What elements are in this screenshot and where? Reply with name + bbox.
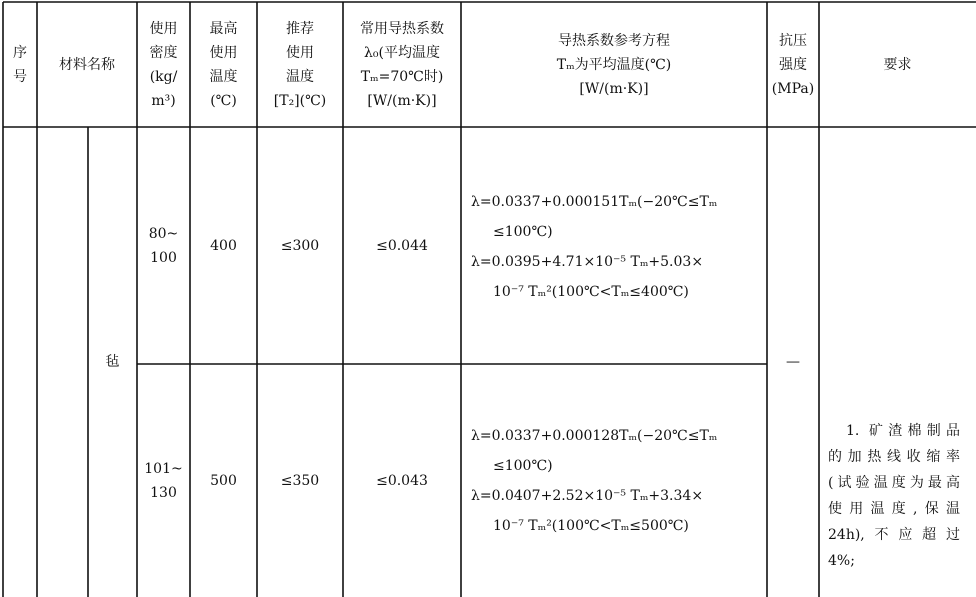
row2-density: 101~ 130: [144, 460, 183, 501]
header-index: 序 号: [13, 44, 27, 85]
header-equation: 导热系数参考方程 Tₘ为平均温度(℃) [W/(m·K)]: [556, 32, 672, 97]
header-density: 使用 密度 (kg/ m³): [149, 20, 178, 109]
row1-equation: λ=0.0337+0.000151Tₘ(−20℃≤Tₘ ≤100℃) λ=0.0395+4.71×10⁻⁵ Tₘ+5.03× 10⁻⁷ Tₘ²(100℃<Tₘ≤400℃): [471, 194, 718, 300]
header-max-temp: 最高 使用 温度 (℃): [209, 20, 238, 109]
row1-conductivity: ≤0.044: [376, 237, 428, 254]
header-compressive-strength: 抗压 强度 (MPa): [771, 32, 815, 97]
header-requirements: 要求: [883, 56, 912, 73]
compressive-strength-value: —: [786, 354, 800, 370]
row2-recommended-temp: ≤350: [280, 472, 320, 489]
requirements-text: 1. 矿渣棉制品 的加热线收缩率 (试验温度为最高 使用温度,保温 24h),不应超过 4%;: [828, 423, 960, 569]
header-conductivity: 常用导热系数 λ₀(平均温度 Tₘ=70℃时) [W/(m·K)]: [360, 20, 444, 109]
row1-max-temp: 400: [210, 237, 237, 254]
material-subname: 毡: [105, 354, 120, 370]
row1-recommended-temp: ≤300: [280, 237, 320, 254]
row2-conductivity: ≤0.043: [376, 472, 428, 489]
row2-max-temp: 500: [210, 472, 237, 489]
header-recommended-temp: 推荐 使用 温度 [T₂](℃): [273, 20, 327, 109]
row2-equation: λ=0.0337+0.000128Tₘ(−20℃≤Tₘ ≤100℃) λ=0.0407+2.52×10⁻⁵ Tₘ+3.34× 10⁻⁷ Tₘ²(100℃<Tₘ≤500℃): [471, 428, 718, 534]
row1-density: 80~ 100: [148, 225, 179, 266]
header-material-name: 材料名称: [59, 56, 115, 73]
